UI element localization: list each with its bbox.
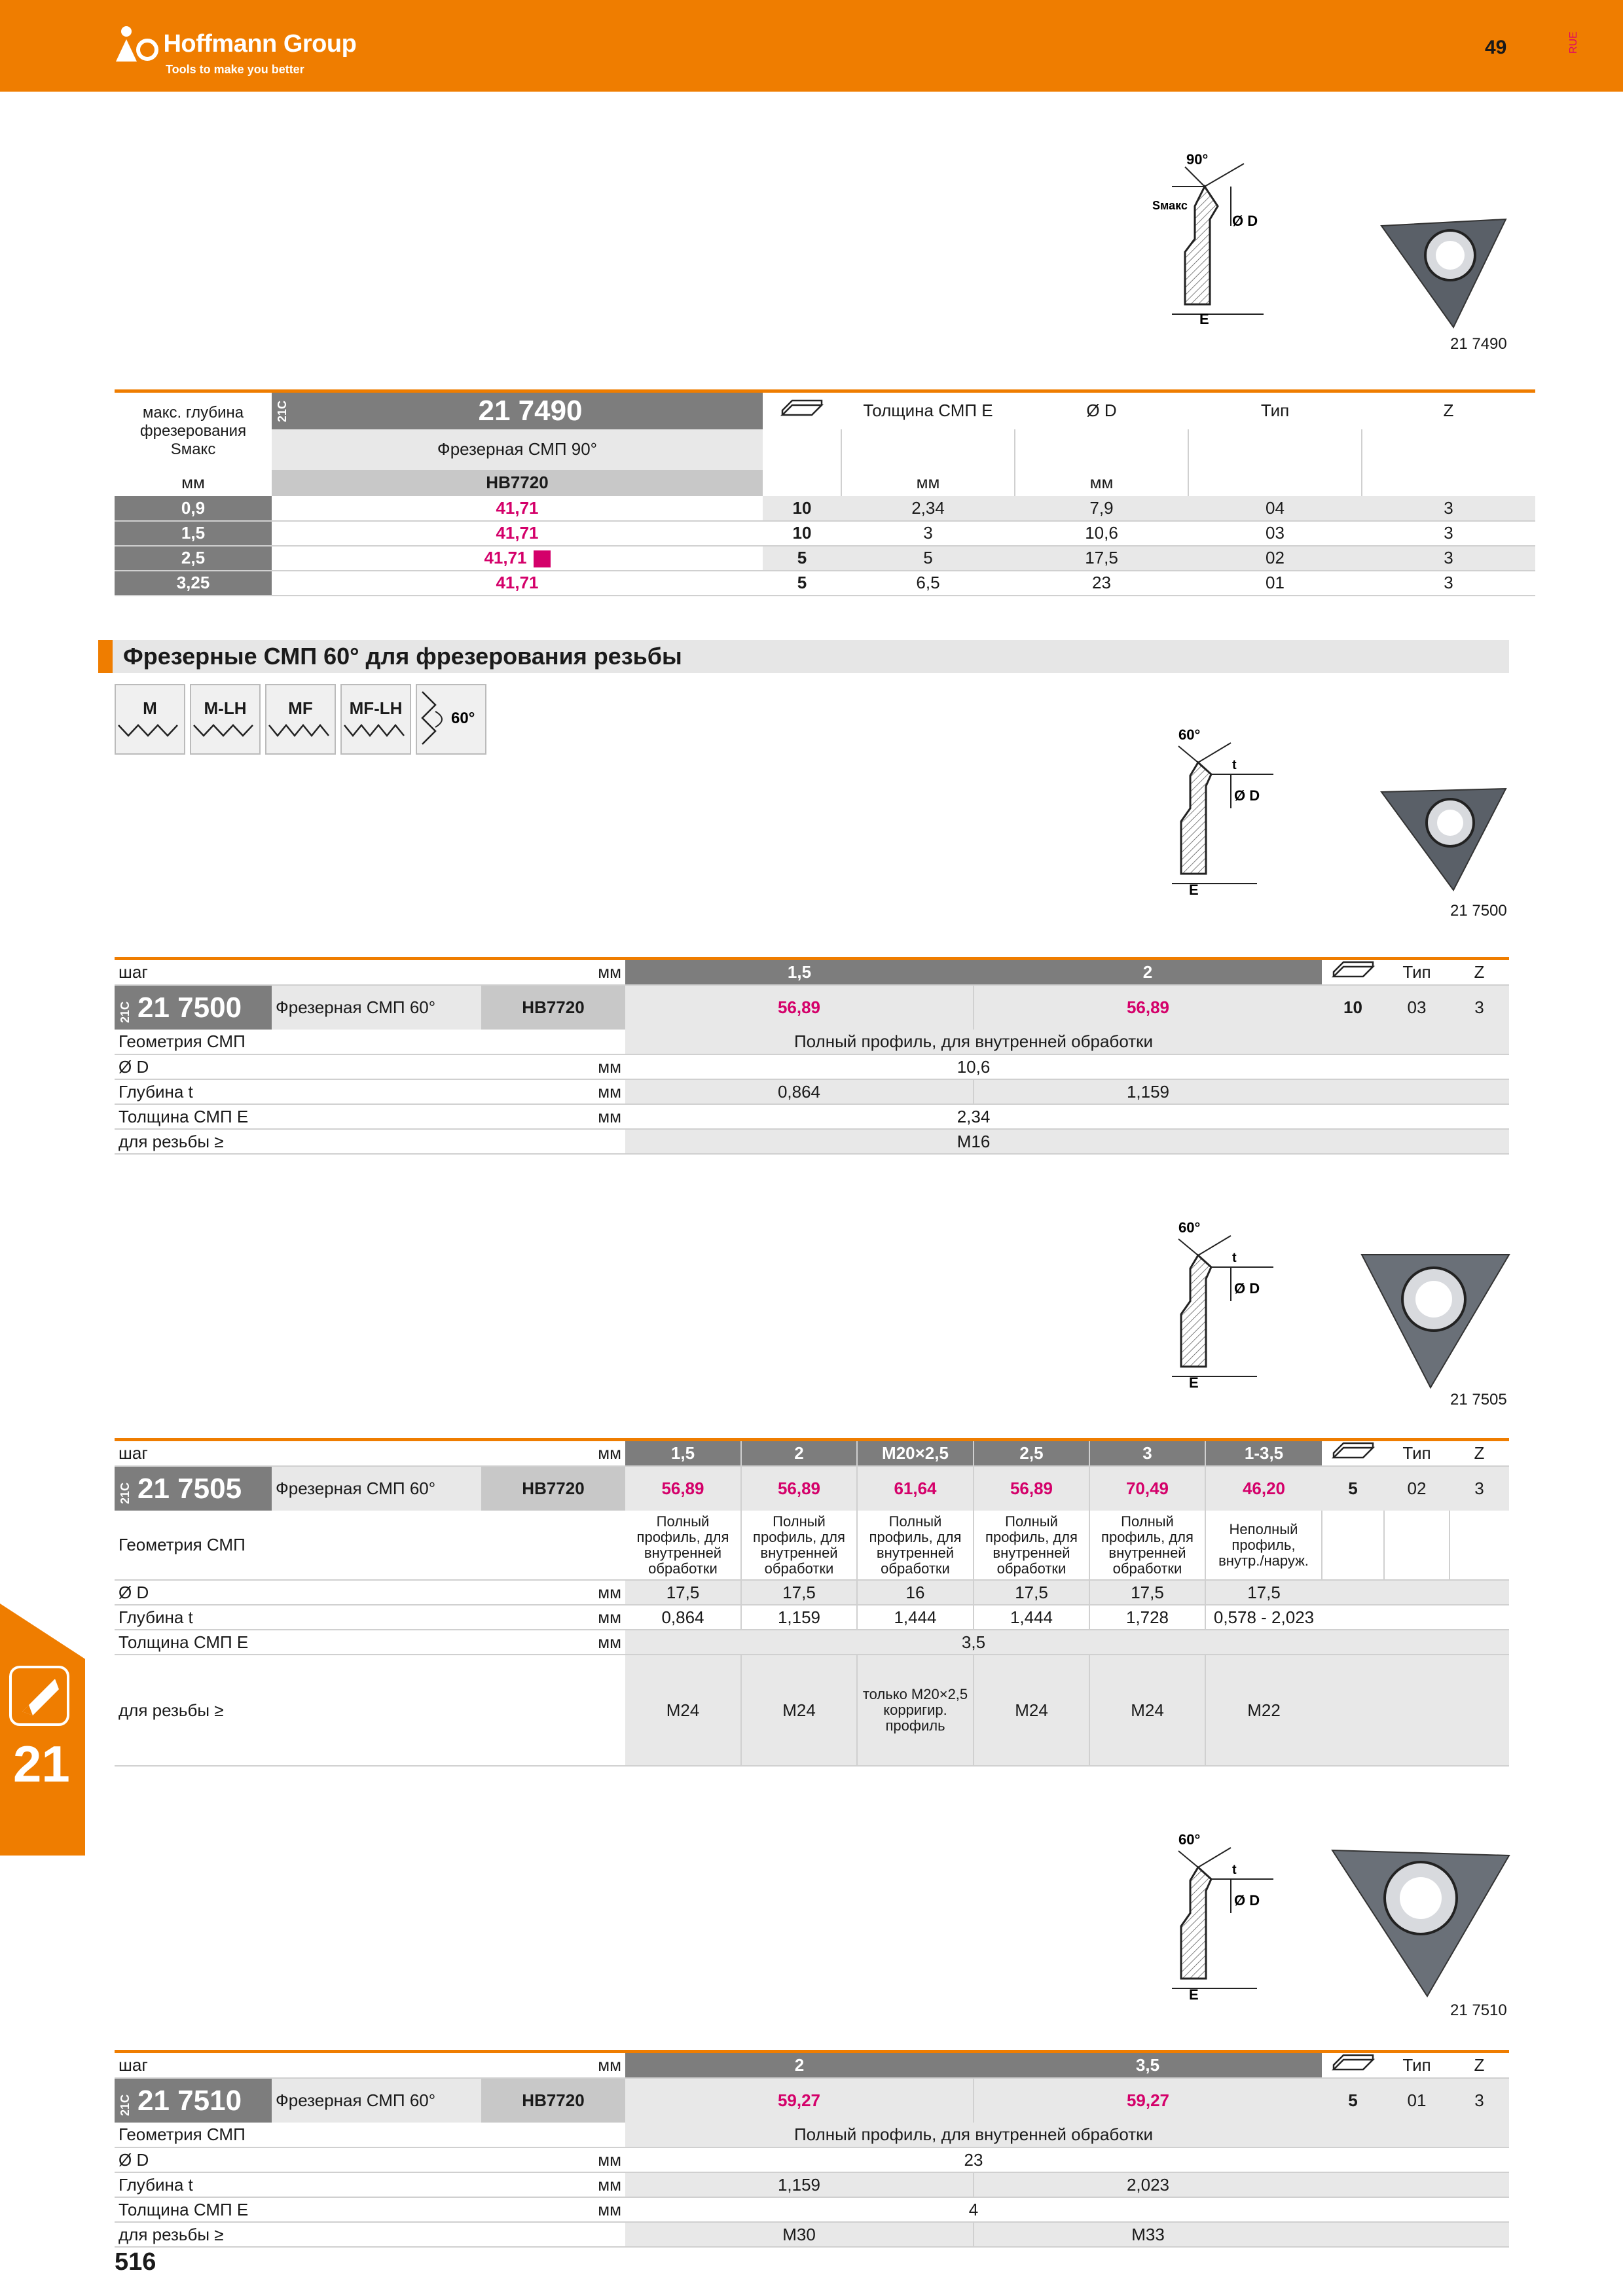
new-item-marker <box>534 550 551 567</box>
insert-drawing-60-c <box>1133 1828 1283 2005</box>
t1-grade: HB7720 <box>272 470 763 496</box>
fig1-d-label: Ø D <box>1232 213 1258 229</box>
fig1-s-label: Sмакс <box>1152 199 1188 212</box>
t1-unit: мм <box>181 473 205 492</box>
fig1-angle-label: 90° <box>1186 151 1209 168</box>
table-row: 2,5 41,71 5 5 17,5 02 3 <box>115 546 1535 571</box>
svg-text:E: E <box>1189 882 1199 898</box>
svg-text:t: t <box>1232 1251 1237 1265</box>
svg-text:60°: 60° <box>451 709 475 727</box>
svg-text:t: t <box>1232 1863 1237 1877</box>
catalog-page-number: 49 <box>1485 37 1507 58</box>
table-217505: шаг мм 1,5 2 M20×2,5 2,5 3 1-3,5 Тип Z 21C 21 7505 Фрезерная СМП 60° HB7720 56,89 56,89 61,64 56,89 70,49 46,20 5 02 3 Геометрия СМП Полный профиль, для внутренней обработки Полный профиль, для внутренней обработки Полный профиль, для внутренней обработки Полный профиль, для внутренней обработки Полный профиль, для внутренней обработки Неполный профиль, внутр./наруж. Ø D мм 17,5 17,5 16 17,5 17,5 17,5 Глубина t мм 0,864 1,159 1,444 1,444 1,728 0,578 - 2,023 Толщина СМП E мм 3,5 для резьбы ≥ M24 M24 только M20×2,5 корригир. профиль M24 M24 M22 <box>115 1438 1509 1767</box>
table-217500: шаг мм 1,5 2 Тип Z 21C 21 7500 Фрезерная СМП 60° HB7720 56,89 56,89 10 03 3 Геометрия СМП Полный профиль, для внутренней обработки Ø D мм 10,6 Глубина t мм 0,864 1,159 Толщина СМП E мм 2,34 для резьбы ≥ M16 <box>115 957 1509 1155</box>
thread-zigzag-icon <box>268 719 333 738</box>
hoffmann-logo-icon <box>115 25 160 63</box>
insert-photo-217490 <box>1375 206 1516 331</box>
svg-text:Ø D: Ø D <box>1234 1280 1260 1297</box>
svg-text:E: E <box>1189 1374 1199 1391</box>
profile-m-lh[interactable]: M-LH <box>190 684 261 755</box>
profile-mf-lh[interactable]: MF-LH <box>340 684 411 755</box>
pack-qty-icon <box>1330 1441 1376 1461</box>
svg-text:60°: 60° <box>1178 1219 1201 1236</box>
insert-drawing-90 <box>1133 147 1283 331</box>
t1-unit-d: мм <box>1015 470 1188 496</box>
brand-tagline: Tools to make you better <box>166 63 304 76</box>
insert-photo-217500 <box>1375 776 1516 893</box>
price[interactable]: 56,89 <box>625 985 974 1030</box>
t1-desc: Фрезерная СМП 90° <box>272 429 763 470</box>
t1-header-d: Ø D <box>1086 401 1117 421</box>
svg-text:t: t <box>1232 758 1237 772</box>
t1-header-z: Z <box>1443 401 1454 421</box>
t1-depth-label-1: макс. глубина <box>142 403 244 422</box>
table-217490 <box>115 389 1535 596</box>
brand-logo[interactable] <box>115 25 357 76</box>
pack-qty-icon <box>1330 2053 1376 2073</box>
t2-order-number: 21 7500 <box>137 991 242 1024</box>
price[interactable]: 70,49 <box>1089 1466 1205 1511</box>
price[interactable]: 56,89 <box>974 1466 1089 1511</box>
thread-zigzag-icon <box>192 719 258 738</box>
t1-order-number[interactable]: 21 7490 <box>298 391 763 429</box>
profile-m[interactable]: M <box>115 684 185 755</box>
language-code: RUE <box>1568 31 1579 54</box>
thread-zigzag-icon <box>117 719 183 738</box>
table-row: 0,9 41,71 10 2,34 7,9 04 3 <box>115 496 1535 521</box>
fig2-caption: 21 7500 <box>1450 902 1507 920</box>
fig3-caption: 21 7505 <box>1450 1391 1507 1408</box>
svg-text:Ø D: Ø D <box>1234 1892 1260 1909</box>
svg-text:Ø D: Ø D <box>1234 787 1260 804</box>
price[interactable]: 41,71 <box>272 521 763 546</box>
brand-name: Hoffmann Group <box>163 29 357 58</box>
t1-code: 21C <box>276 400 289 422</box>
price[interactable]: 41,71 <box>272 546 763 571</box>
price[interactable]: 59,27 <box>625 2078 974 2123</box>
fig1-caption: 21 7490 <box>1450 335 1507 353</box>
chapter-number: 21 <box>13 1735 70 1793</box>
t1-depth-label-2: фрезерования Sмакс <box>139 422 247 458</box>
section-accent <box>98 640 113 673</box>
price[interactable]: 56,89 <box>625 1466 741 1511</box>
svg-text:60°: 60° <box>1178 1831 1201 1848</box>
fig4-caption: 21 7510 <box>1450 2001 1507 2019</box>
t3-order-number: 21 7505 <box>137 1472 242 1505</box>
price[interactable]: 59,27 <box>974 2078 1322 2123</box>
insert-photo-217510 <box>1329 1842 1512 2000</box>
thread-zigzag-icon <box>343 719 409 738</box>
svg-text:E: E <box>1189 1986 1199 2003</box>
page-number: 516 <box>115 2248 156 2276</box>
svg-text:60°: 60° <box>1178 726 1201 743</box>
insert-icon <box>9 1666 72 1729</box>
price[interactable]: 46,20 <box>1205 1466 1322 1511</box>
section-title: Фрезерные СМП 60° для фрезерования резьбы <box>123 643 682 670</box>
t1-header-type: Тип <box>1260 401 1290 421</box>
price[interactable]: 56,89 <box>741 1466 857 1511</box>
profile-angle-60[interactable] <box>416 684 486 755</box>
profile-mf[interactable]: MF <box>265 684 336 755</box>
fig1-e-label: E <box>1199 311 1209 327</box>
price[interactable]: 61,64 <box>857 1466 974 1511</box>
t1-unit-e: мм <box>841 470 1015 496</box>
price[interactable]: 41,71 <box>272 571 763 596</box>
pack-qty-icon <box>779 399 825 418</box>
insert-drawing-60-b <box>1133 1216 1283 1393</box>
pack-qty-icon <box>1330 960 1376 980</box>
table-217510: шаг мм 2 3,5 Тип Z 21C 21 7510 Фрезерная СМП 60° HB7720 59,27 59,27 5 01 3 Геометрия СМП Полный профиль, для внутренней обработки Ø D мм 23 Глубина t мм 1,159 2,023 Толщина СМП E мм 4 для резьбы ≥ M30 M33 <box>115 2050 1509 2248</box>
t1-header-thickness: Толщина СМП E <box>863 401 993 421</box>
table-row: 3,25 41,71 5 6,5 23 01 3 <box>115 571 1535 596</box>
t4-order-number: 21 7510 <box>137 2084 242 2117</box>
angle-60-icon <box>417 685 485 753</box>
insert-photo-217505 <box>1359 1247 1512 1391</box>
table-row: 1,5 41,71 10 3 10,6 03 3 <box>115 521 1535 546</box>
price[interactable]: 56,89 <box>974 985 1322 1030</box>
chapter-tab[interactable] <box>0 1604 85 1856</box>
insert-drawing-60-a <box>1133 723 1283 900</box>
price[interactable]: 41,71 <box>272 496 763 521</box>
